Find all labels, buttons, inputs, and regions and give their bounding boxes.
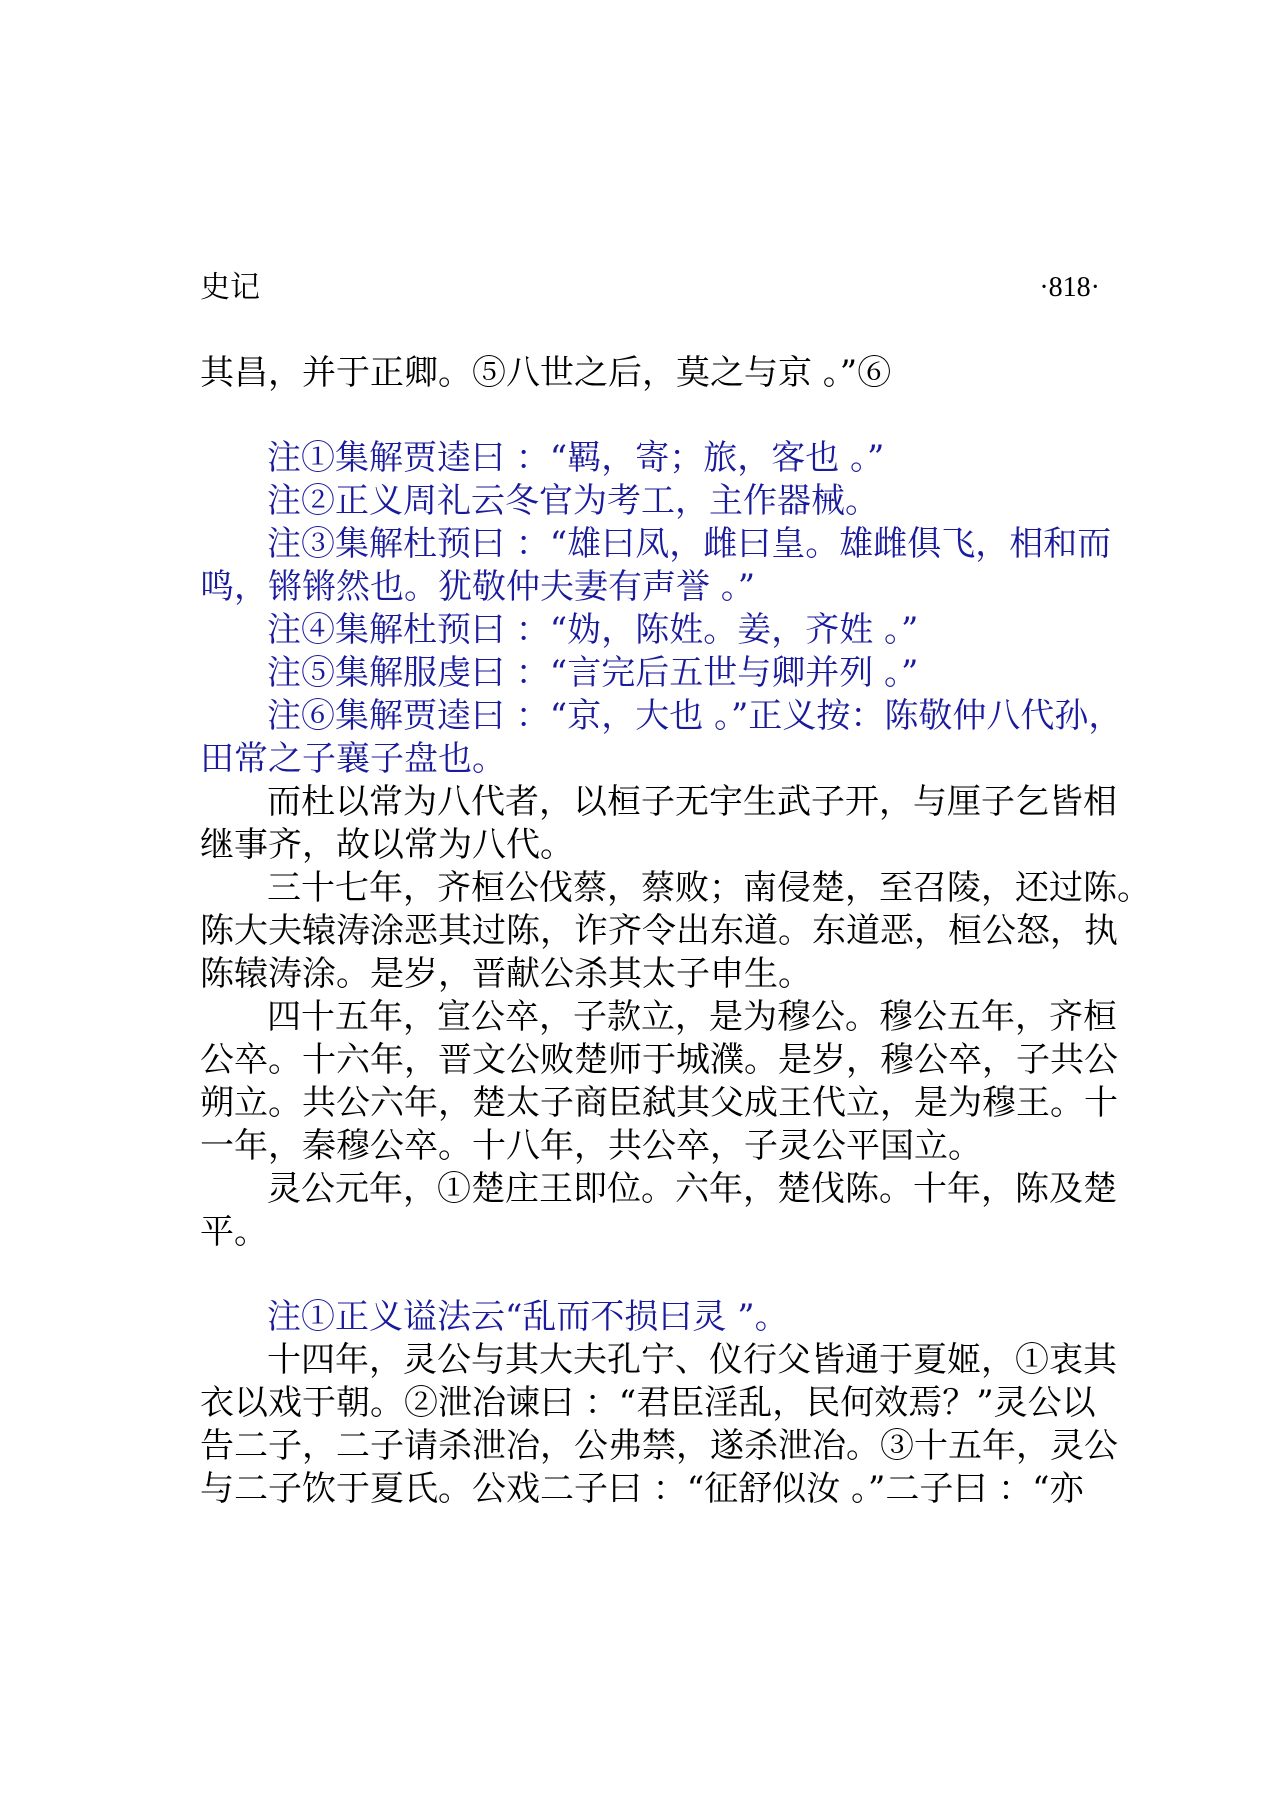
text-line: 朔立。共公六年，楚太子商臣弑其父成王代立，是为穆王。十 xyxy=(200,1083,1118,1123)
text-line: 灵公元年，①楚庄王即位。六年，楚伐陈。十年，陈及楚 xyxy=(267,1169,1117,1209)
text-line: 衣以戏于朝。②泄冶谏曰 ：“君臣淫乱，民何效焉？”灵公以 xyxy=(200,1383,1096,1423)
annotation-line: 注①正义谥法云“乱而不损曰灵 ”。 xyxy=(267,1297,789,1337)
annotation-line: 注⑥集解贾逵曰 ：“京，大也 。”正义按：陈敬仲八代孙， xyxy=(267,696,1123,736)
text-line: 三十七年，齐桓公伐蔡，蔡败；南侵楚，至召陵，还过陈。 xyxy=(267,868,1151,908)
annotation-line: 注①集解贾逵曰 ：“羁，寄；旅，客也 。” xyxy=(267,438,885,478)
text-line: 公卒。十六年，晋文公败楚师于城濮。是岁，穆公卒，子共公 xyxy=(200,1040,1118,1080)
text-line: 其昌，并于正卿。⑤八世之后，莫之与京 。”⑥ xyxy=(200,353,892,393)
annotation-line: 注④集解杜预曰 ：“妫，陈姓。姜，齐姓 。” xyxy=(267,610,919,650)
paragraph-gap xyxy=(200,1254,1100,1296)
text-line: 陈辕涛涂。是岁，晋献公杀其太子申生。 xyxy=(200,954,812,994)
text-line: 而杜以常为八代者，以桓子无宇生武子开，与厘子乞皆相 xyxy=(267,782,1117,822)
text-line: 一年，秦穆公卒。十八年，共公卒，子灵公平国立。 xyxy=(200,1126,982,1166)
text-line: 十四年，灵公与其大夫孔宁、仪行父皆通于夏姬，①衷其 xyxy=(267,1340,1117,1380)
annotation-line: 注⑤集解服虔曰 ：“言完后五世与卿并列 。” xyxy=(267,653,919,693)
text-line: 平。 xyxy=(200,1212,268,1252)
text-line: 告二子，二子请杀泄冶，公弗禁，遂杀泄冶。③十五年，灵公 xyxy=(200,1426,1118,1466)
text-line: 继事齐，故以常为八代。 xyxy=(200,825,574,865)
page-header xyxy=(200,266,1100,310)
page-number: ·818· xyxy=(1039,272,1100,303)
paragraph-gap xyxy=(200,395,1100,437)
text-line: 四十五年，宣公卒，子款立，是为穆公。穆公五年，齐桓 xyxy=(267,997,1117,1037)
text-line: 与二子饮于夏氏。公戏二子曰 ：“征舒似汝 。”二子曰 ：“亦 xyxy=(200,1469,1084,1509)
annotation-line: 注②正义周礼云冬官为考工，主作器械。 xyxy=(267,481,879,521)
text-line: 陈大夫辕涛涂恶其过陈，诈齐令出东道。东道恶，桓公怒，执 xyxy=(200,911,1118,951)
annotation-line: 鸣，锵锵然也。犹敬仲夫妻有声誉 。” xyxy=(200,567,756,607)
annotation-line: 注③集解杜预曰 ：“雄曰凤，雌曰皇。雄雌俱飞，相和而 xyxy=(267,524,1112,564)
book-title: 史记 xyxy=(200,270,260,305)
annotation-line: 田常之子襄子盘也。 xyxy=(200,739,506,779)
page-body xyxy=(200,352,1151,1511)
